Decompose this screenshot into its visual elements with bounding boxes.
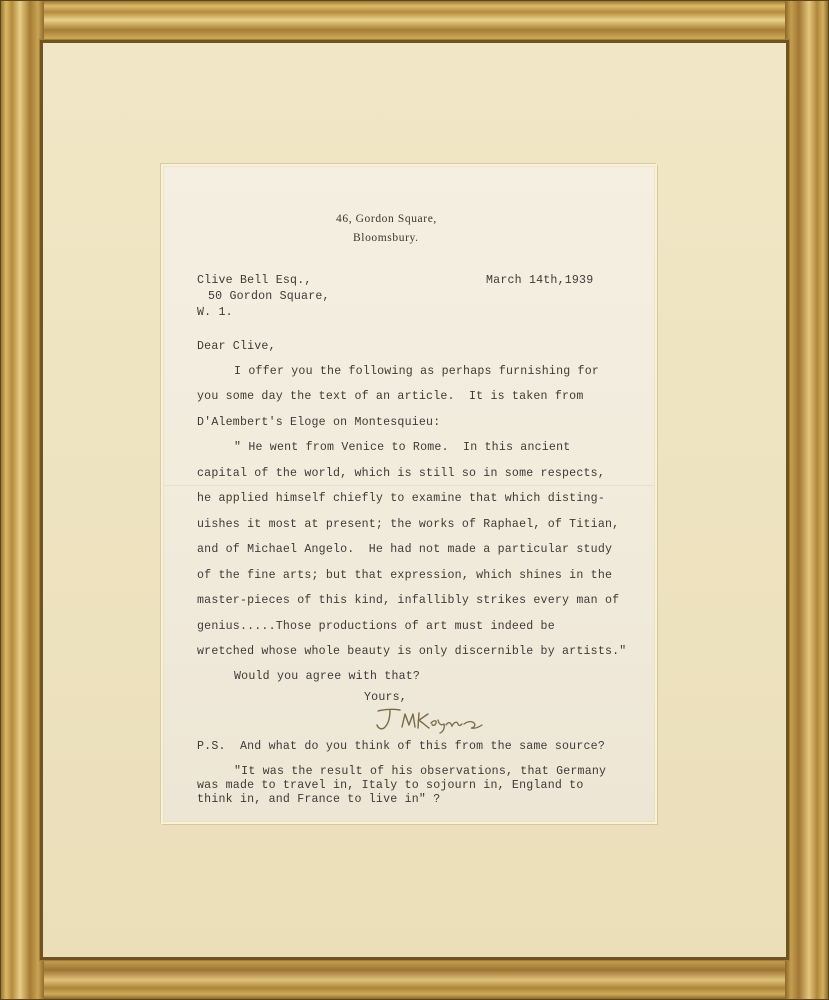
- recipient-street: 50 Gordon Square,: [208, 290, 330, 303]
- letter-paper: [164, 167, 654, 821]
- recipient-name: Clive Bell Esq.,: [197, 274, 312, 287]
- postscript-quote-line: think in, and France to live in" ?: [197, 793, 441, 806]
- postscript-intro: P.S. And what do you think of this from the same source?: [197, 740, 605, 753]
- letterhead-address-line1: 46, Gordon Square,: [336, 213, 437, 225]
- quote-line: master-pieces of this kind, infallibly strikes every man of: [197, 594, 620, 607]
- postscript-quote-line: "It was the result of his observations, that Germany: [234, 765, 607, 778]
- question-line: Would you agree with that?: [234, 670, 421, 683]
- quote-line: " He went from Venice to Rome. In this ancient: [234, 441, 571, 454]
- recipient-district: W. 1.: [197, 306, 233, 319]
- quote-line: genius.....Those productions of art must indeed be: [197, 620, 555, 633]
- body-line: I offer you the following as perhaps furnishing for: [234, 365, 600, 378]
- body-line: D'Alembert's Eloge on Montesquieu:: [197, 416, 441, 429]
- paper-fold-line: [164, 485, 654, 486]
- quote-line: wretched whose whole beauty is only discernible by artists.": [197, 645, 627, 658]
- body-line: you some day the text of an article. It is taken from: [197, 390, 584, 403]
- closing: Yours,: [364, 691, 407, 704]
- salutation: Dear Clive,: [197, 340, 276, 353]
- quote-line: capital of the world, which is still so in some respects,: [197, 467, 605, 480]
- letter-date: March 14th,1939: [486, 274, 594, 287]
- letterhead-address-line2: Bloomsbury.: [353, 232, 419, 244]
- postscript-quote-line: was made to travel in, Italy to sojourn in, England to: [197, 779, 584, 792]
- quote-line: he applied himself chiefly to examine that which disting-: [197, 492, 605, 505]
- quote-line: of the fine arts; but that expression, which shines in the: [197, 569, 613, 582]
- quote-line: and of Michael Angelo. He had not made a particular study: [197, 543, 613, 556]
- quote-line: uishes it most at present; the works of Raphael, of Titian,: [197, 518, 620, 531]
- handwritten-signature: [372, 705, 484, 735]
